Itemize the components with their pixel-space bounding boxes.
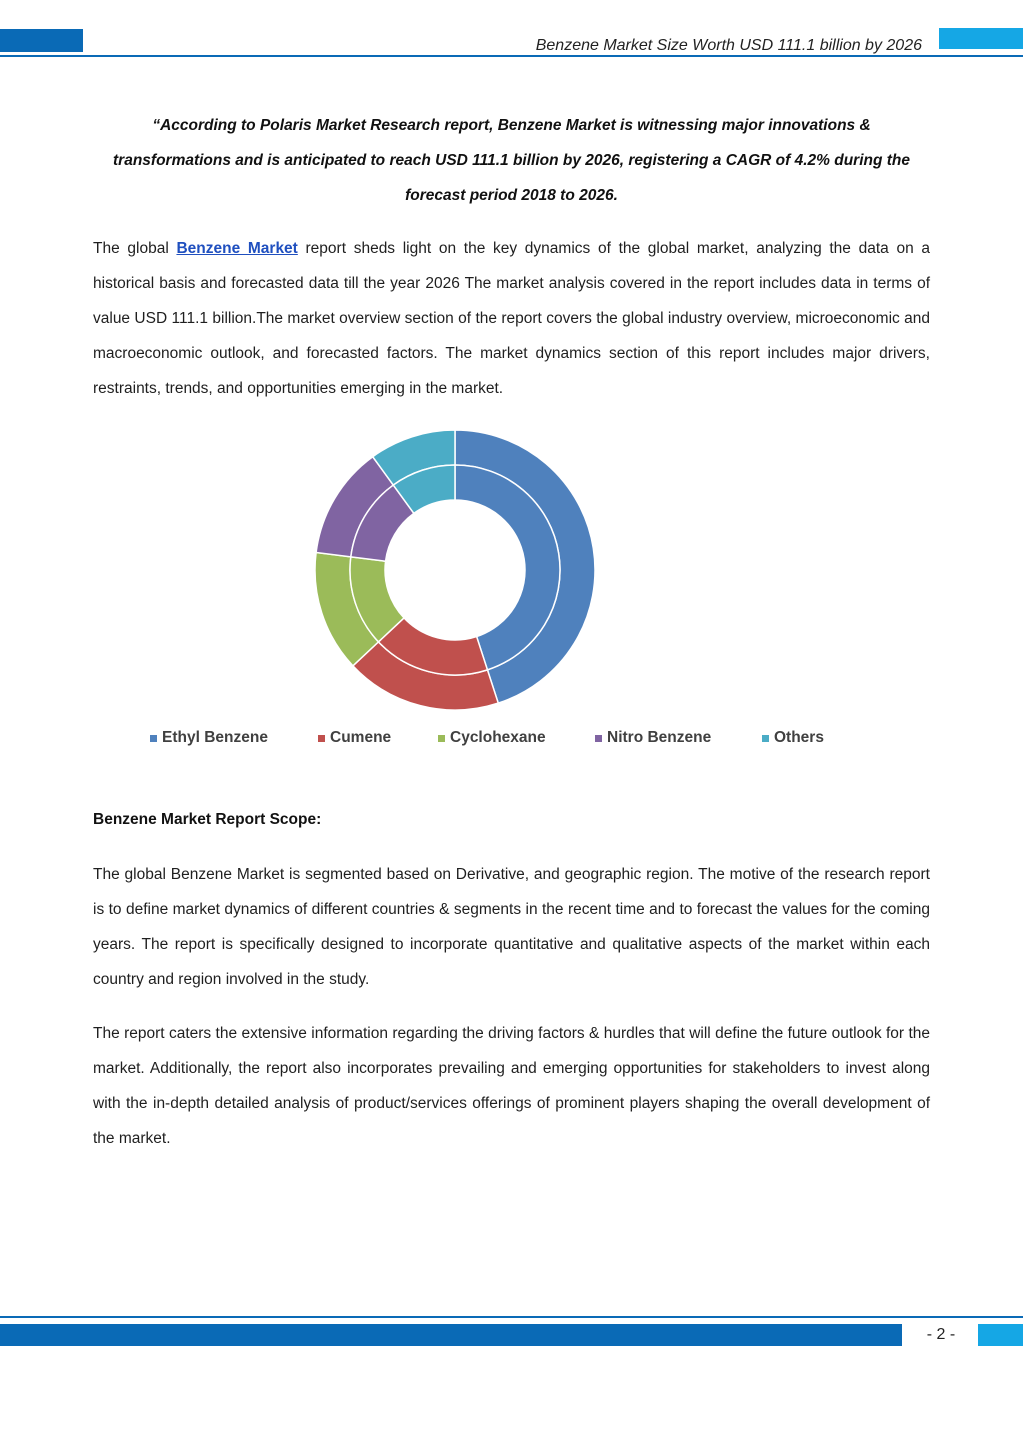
inner-ring bbox=[350, 465, 560, 675]
header-divider bbox=[0, 55, 1023, 57]
benzene-market-link[interactable]: Benzene Market bbox=[176, 240, 298, 257]
footer-divider bbox=[0, 1316, 1023, 1318]
legend-label: Cumene bbox=[330, 729, 392, 746]
footer-bar bbox=[0, 1324, 902, 1346]
legend-swatch bbox=[595, 735, 602, 742]
scope-heading: Benzene Market Report Scope: bbox=[93, 811, 322, 828]
legend-item-ethyl-benzene bbox=[150, 729, 268, 747]
legend-swatch bbox=[150, 735, 157, 742]
legend-item-others bbox=[762, 729, 824, 747]
legend-swatch bbox=[318, 735, 325, 742]
footer-accent bbox=[978, 1324, 1023, 1346]
header-accent-right bbox=[939, 28, 1023, 49]
intro-paragraph bbox=[93, 231, 930, 406]
chart-legend bbox=[150, 729, 850, 751]
legend-swatch bbox=[762, 735, 769, 742]
legend-item-cumene bbox=[318, 729, 391, 747]
intro-text-start: The global bbox=[93, 240, 177, 257]
page-number: - 2 - bbox=[926, 1326, 956, 1343]
legend-label: Cyclohexane bbox=[450, 729, 546, 746]
intro-text-rest: report sheds light on the key dynamics of the global market, analyzing the data on a historical basis and forecasted data till the year 2026 The market analysis covered in the report includes data in terms of value USD 111.1 billion.The market overview section of the report covers the global industry overview, microeconomic and macroeconomic outlook, and forecasted factors. The market dynamics section of this report includes major drivers, restraints, trends, and opportunities emerging in the market. bbox=[93, 240, 930, 397]
legend-item-nitro-benzene bbox=[595, 729, 711, 747]
legend-swatch bbox=[438, 735, 445, 742]
legend-label: Nitro Benzene bbox=[607, 729, 712, 746]
header-accent-left bbox=[0, 29, 83, 52]
legend-label: Others bbox=[774, 729, 824, 746]
legend-label: Ethyl Benzene bbox=[162, 729, 268, 746]
legend-item-cyclohexane bbox=[438, 729, 546, 747]
scope-paragraph-2: The report caters the extensive information regarding the driving factors & hurdles that will define the future outlook for the market. Additionally, the report also incorporates prevailing and emerging opportunities for stakeholders to invest along with the in-depth detailed analysis of product/services offerings of prominent players shaping the overall development of the market. bbox=[93, 1025, 930, 1147]
derivative-doughnut-chart bbox=[300, 430, 610, 710]
header-title: Benzene Market Size Worth USD 111.1 billion by 2026 bbox=[535, 37, 922, 54]
lead-quote: “According to Polaris Market Research report, Benzene Market is witnessing major innovations & transformations and is anticipated to reach USD 111.1 billion by 2026, registering a CAGR of 4.2% during the forecast period 2018 to 2026. bbox=[113, 117, 910, 204]
scope-paragraph-1: The global Benzene Market is segmented based on Derivative, and geographic region. The motive of the research report is to define market dynamics of different countries & segments in the recent time and to forecast the values for the coming years. The report is specifically designed to incorporate quantitative and qualitative aspects of the market within each country and region involved in the study. bbox=[93, 866, 930, 988]
